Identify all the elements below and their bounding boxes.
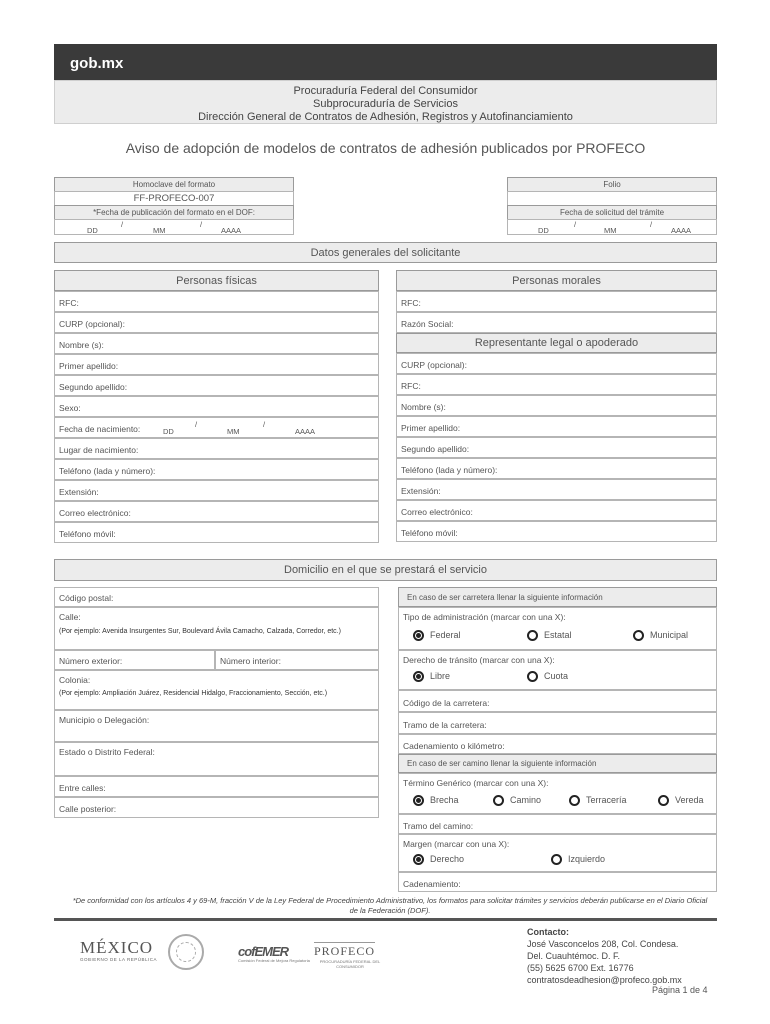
between-streets-field[interactable]: Entre calles: bbox=[54, 776, 379, 797]
radio-icon bbox=[527, 671, 538, 682]
option-label: Izquierdo bbox=[568, 854, 606, 864]
fisicas-field[interactable] bbox=[54, 312, 379, 333]
rep-field[interactable]: Nombre (s): bbox=[396, 395, 717, 416]
margin-label: Margen (marcar con una X): bbox=[403, 839, 510, 849]
radio-icon bbox=[551, 854, 562, 865]
fisicas-field[interactable] bbox=[54, 480, 379, 501]
date-slash: / bbox=[121, 220, 124, 229]
back-street-field[interactable]: Calle posterior: bbox=[54, 797, 379, 818]
path-km-field[interactable]: Cadenamiento: bbox=[398, 872, 717, 892]
field-label: Lugar de nacimiento: bbox=[59, 445, 139, 455]
radio-icon bbox=[493, 795, 504, 806]
generic-label: Término Genérico (marcar con una X): bbox=[403, 778, 549, 788]
fisicas-field[interactable] bbox=[54, 417, 379, 438]
folio-field[interactable] bbox=[507, 191, 717, 206]
mexico-logo-subtitle: GOBIERNO DE LA REPÚBLICA bbox=[80, 957, 158, 962]
mexico-logo: MÉXICO bbox=[80, 938, 154, 957]
fisicas-field[interactable] bbox=[54, 522, 379, 543]
field-label: Segundo apellido: bbox=[59, 382, 128, 392]
option-label: Federal bbox=[430, 630, 461, 640]
profeco-logo-subtitle: PROCURADURÍA FEDERAL DEL CONSUMIDOR bbox=[319, 959, 381, 969]
street-label: Calle: bbox=[59, 612, 81, 622]
birth-date-mm: MM bbox=[227, 427, 240, 436]
rep-field[interactable]: CURP (opcional): bbox=[396, 353, 717, 374]
street-example: (Por ejemplo: Avenida Insurgentes Sur, Boulevard Ávila Camacho, Calzada, Corredor, etc.) bbox=[59, 628, 341, 635]
field-label: Correo electrónico: bbox=[59, 508, 131, 518]
option-label: Vereda bbox=[675, 795, 704, 805]
field-label: CURP (opcional): bbox=[59, 319, 125, 329]
birth-date-aaaa: AAAA bbox=[295, 427, 316, 436]
ext-number-field[interactable]: Número exterior: bbox=[54, 650, 215, 670]
pub-date-label: *Fecha de publicación del formato en el DOF: bbox=[54, 205, 294, 220]
radio-selected-icon bbox=[413, 795, 424, 806]
admin-option-federal[interactable] bbox=[413, 630, 461, 641]
homoclave-value: FF-PROFECO-007 bbox=[54, 191, 294, 206]
field-label: Sexo: bbox=[59, 403, 81, 413]
field-label: RFC: bbox=[59, 298, 79, 308]
field-label: Teléfono móvil: bbox=[59, 529, 116, 539]
generic-group bbox=[398, 773, 717, 814]
footer-divider bbox=[54, 918, 717, 921]
transit-group bbox=[398, 650, 717, 690]
fisicas-field[interactable] bbox=[54, 438, 379, 459]
fisicas-field[interactable] bbox=[54, 354, 379, 375]
page-number: Página 1 de 4 bbox=[652, 985, 708, 995]
margin-group bbox=[398, 834, 717, 872]
cofemer-logo: cofEMER bbox=[238, 944, 289, 959]
contact-block bbox=[527, 926, 682, 986]
birth-date-dd: DD bbox=[163, 427, 174, 436]
transit-option-cuota[interactable] bbox=[527, 671, 568, 682]
carretera-title: En caso de ser carretera llenar la siguiente información bbox=[398, 587, 717, 607]
legal-note: *De conformidad con los artículos 4 y 69-M, fracción V de la Ley Federal de Procedimiento Administrativo, los formatos para solicitar trámites y servicios deberán publicarse en el Diario Oficial de la Federación (DOF). bbox=[72, 896, 708, 915]
field-label: Primer apellido: bbox=[59, 361, 119, 371]
date-dd: DD bbox=[87, 226, 98, 235]
fisicas-field[interactable] bbox=[54, 375, 379, 396]
rep-field[interactable]: Primer apellido: bbox=[396, 416, 717, 437]
agency-line: Subprocuraduría de Servicios bbox=[313, 98, 458, 110]
option-label: Libre bbox=[430, 671, 451, 681]
request-date-field[interactable] bbox=[507, 219, 717, 235]
national-seal-inner bbox=[176, 942, 196, 962]
option-label: Camino bbox=[510, 795, 542, 805]
radio-icon bbox=[527, 630, 538, 641]
generic-option-camino[interactable] bbox=[493, 795, 541, 806]
radio-selected-icon bbox=[413, 671, 424, 682]
pub-date-field[interactable] bbox=[54, 219, 294, 235]
option-label: Brecha bbox=[430, 795, 459, 805]
razon-social-field[interactable]: Razón Social: bbox=[396, 312, 717, 333]
date-mm: MM bbox=[153, 226, 166, 235]
agency-header bbox=[54, 80, 717, 124]
date-slash: / bbox=[650, 220, 653, 229]
applicant-section-title: Datos generales del solicitante bbox=[54, 242, 717, 263]
rep-title: Representante legal o apoderado bbox=[396, 333, 717, 353]
date-slash: / bbox=[574, 220, 577, 229]
fisicas-field[interactable] bbox=[54, 501, 379, 522]
transit-option-libre[interactable] bbox=[413, 671, 450, 682]
municipality-field[interactable]: Municipio o Delegación: bbox=[54, 710, 379, 742]
colony-label: Colonia: bbox=[59, 675, 91, 685]
cofemer-logo-subtitle: Comisión Federal de Mejora Regulatoria bbox=[238, 958, 310, 963]
birth-slash: / bbox=[195, 420, 198, 429]
date-slash: / bbox=[200, 220, 203, 229]
generic-option-vereda[interactable] bbox=[658, 795, 704, 806]
birth-slash: / bbox=[263, 420, 266, 429]
rep-field[interactable]: Segundo apellido: bbox=[396, 437, 717, 458]
field-label: Teléfono (lada y número): bbox=[59, 466, 156, 476]
radio-selected-icon bbox=[413, 854, 424, 865]
brand-logo: gob.mx bbox=[70, 55, 124, 72]
path-section-field[interactable]: Tramo del camino: bbox=[398, 814, 717, 834]
generic-option-terraceria[interactable] bbox=[569, 795, 627, 806]
fisicas-field[interactable] bbox=[54, 459, 379, 480]
rep-field[interactable]: Extensión: bbox=[396, 479, 717, 500]
int-number-field[interactable]: Número interior: bbox=[215, 650, 379, 670]
road-code-field[interactable]: Código de la carretera: bbox=[398, 690, 717, 712]
date-mm: MM bbox=[604, 226, 617, 235]
page-title: Aviso de adopción de modelos de contratos de adhesión publicados por PROFECO bbox=[125, 140, 646, 156]
colony-field[interactable] bbox=[54, 670, 379, 710]
admin-option-municipal[interactable] bbox=[633, 630, 688, 641]
colony-example: (Por ejemplo: Ampliación Juárez, Residencial Hidalgo, Fraccionamiento, Sección, etc.) bbox=[59, 690, 328, 697]
date-dd: DD bbox=[538, 226, 549, 235]
option-label: Derecho bbox=[430, 854, 465, 864]
admin-type-label: Tipo de administración (marcar con una X): bbox=[403, 612, 566, 622]
contact-email-link[interactable]: contratosdeadhesion@profeco.gob.mx bbox=[527, 975, 682, 985]
fisicas-title: Personas físicas bbox=[54, 270, 379, 291]
contact-line: José Vasconcelos 208, Col. Condesa. bbox=[527, 939, 679, 949]
contact-title: Contacto: bbox=[527, 927, 569, 937]
state-field[interactable]: Estado o Distrito Federal: bbox=[54, 742, 379, 776]
address-section-title: Domicilio en el que se prestará el servicio bbox=[54, 559, 717, 581]
agency-line: Dirección General de Contratos de Adhesión, Registros y Autofinanciamiento bbox=[198, 111, 573, 123]
fisicas-field[interactable] bbox=[54, 396, 379, 417]
field-label: Extensión: bbox=[59, 487, 99, 497]
option-label: Estatal bbox=[544, 630, 572, 640]
folio-label: Folio bbox=[507, 177, 717, 192]
contact-line: (55) 5625 6700 Ext. 16776 bbox=[527, 963, 634, 973]
generic-option-brecha[interactable] bbox=[413, 795, 459, 806]
radio-icon bbox=[569, 795, 580, 806]
road-km-field[interactable]: Cadenamiento o kilómetro: bbox=[398, 734, 717, 754]
admin-option-estatal[interactable] bbox=[527, 630, 572, 641]
street-field[interactable] bbox=[54, 607, 379, 650]
road-section-field[interactable]: Tramo de la carretera: bbox=[398, 712, 717, 734]
rep-field[interactable]: RFC: bbox=[396, 374, 717, 395]
admin-type-group bbox=[398, 607, 717, 650]
option-label: Cuota bbox=[544, 671, 569, 681]
homoclave-label: Homoclave del formato bbox=[54, 177, 294, 192]
radio-icon bbox=[633, 630, 644, 641]
gobmx-header-bar bbox=[54, 44, 717, 80]
fisicas-field[interactable] bbox=[54, 333, 379, 354]
rep-field[interactable]: Teléfono móvil: bbox=[396, 521, 717, 542]
fisicas-field[interactable] bbox=[54, 291, 379, 312]
field-label: Fecha de nacimiento: bbox=[59, 424, 141, 434]
rep-field[interactable]: Teléfono (lada y número): bbox=[396, 458, 717, 479]
morales-rfc-field[interactable]: RFC: bbox=[396, 291, 717, 312]
option-label: Municipal bbox=[650, 630, 689, 640]
field-label: Nombre (s): bbox=[59, 340, 104, 350]
date-aaaa: AAAA bbox=[221, 226, 242, 235]
transit-label: Derecho de tránsito (marcar con una X): bbox=[403, 655, 555, 665]
margin-option-izquierdo[interactable] bbox=[551, 854, 605, 865]
rep-field[interactable]: Correo electrónico: bbox=[396, 500, 717, 521]
date-aaaa: AAAA bbox=[671, 226, 692, 235]
request-date-label: Fecha de solicitud del trámite bbox=[507, 205, 717, 220]
radio-icon bbox=[658, 795, 669, 806]
agency-line: Procuraduría Federal del Consumidor bbox=[293, 85, 478, 97]
morales-title: Personas morales bbox=[396, 270, 717, 291]
margin-option-derecho[interactable] bbox=[413, 854, 464, 865]
camino-title: En caso de ser camino llenar la siguiente información bbox=[398, 754, 717, 773]
radio-selected-icon bbox=[413, 630, 424, 641]
profeco-logo: PROFECO bbox=[314, 944, 376, 958]
postal-code-field[interactable]: Código postal: bbox=[54, 587, 379, 607]
contact-line: Del. Cuauhtémoc. D. F. bbox=[527, 951, 621, 961]
option-label: Terracería bbox=[586, 795, 627, 805]
